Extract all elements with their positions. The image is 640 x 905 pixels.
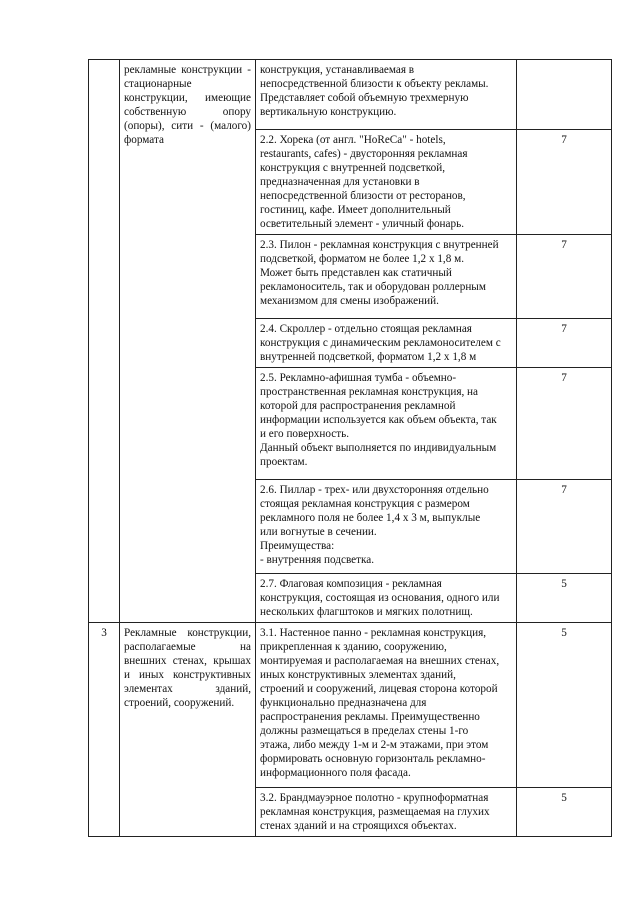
- score-cell: 7: [517, 368, 612, 480]
- description-line: предназначенная для установки в: [260, 176, 420, 188]
- description-line: проектам.: [260, 456, 308, 468]
- score-cell: 7: [517, 130, 612, 235]
- description-line: вертикальную конструкцию.: [260, 106, 397, 118]
- description-cell: [256, 235, 517, 319]
- description-line: информационного поля фасада.: [260, 767, 411, 779]
- description-line: 2.2. Хорека (от англ. "HoReCa" - hotels,: [260, 134, 446, 146]
- score-cell: 5: [517, 574, 612, 623]
- description-line: Преимущества:: [260, 540, 335, 552]
- description-line: конструкция, устанавливаемая в: [260, 64, 415, 76]
- description-line: и его поверхность.: [260, 428, 350, 440]
- description-line: непосредственной близости от ресторанов,: [260, 190, 466, 202]
- description-line: нескольких флагштоков и мягких полотнищ.: [260, 606, 473, 618]
- description-line: рекламная конструкция, размещаемая на глухих: [260, 806, 490, 818]
- structure-type-cell: Рекламные конструкции, располагаемые на внешних стенах, крышах и иных конструктивных элементах зданий, строений, сооружений.: [120, 623, 256, 837]
- description-cell: [256, 788, 517, 837]
- description-cell: [256, 368, 517, 480]
- description-line: подсветкой, форматом не более 1,2 х 1,8 м.: [260, 253, 465, 265]
- row-number-cell: 3: [89, 623, 120, 837]
- description-line: распространения рекламы. Преимущественно: [260, 711, 480, 723]
- description-cell: [256, 623, 517, 788]
- description-line: конструкция с динамическим рекламоносителем с: [260, 337, 501, 349]
- description-line: рекламного поля не более 1,4 х 3 м, выпуклые: [260, 512, 481, 524]
- description-line: которой для распространения рекламной: [260, 400, 456, 412]
- description-line: - внутренняя подсветка.: [260, 554, 375, 566]
- description-line: 3.1. Настенное панно - рекламная конструкция,: [260, 627, 487, 639]
- description-line: должны размещаться в пределах стены 1-го: [260, 725, 469, 737]
- description-line: Данный объект выполняется по индивидуальным: [260, 442, 497, 454]
- row-number-cell: [89, 60, 120, 623]
- score-cell: 7: [517, 235, 612, 319]
- description-cell: [256, 319, 517, 368]
- description-cell: [256, 574, 517, 623]
- description-line: механизмом для смены изображений.: [260, 295, 439, 307]
- description-line: функционально предназначена для: [260, 697, 427, 709]
- description-line: 2.5. Рекламно-афишная тумба - объемно-: [260, 372, 457, 384]
- description-line: пространственная рекламная конструкция, на: [260, 386, 479, 398]
- description-line: стенах зданий и на строящихся объектах.: [260, 820, 457, 832]
- description-line: рекламоноситель, так и оборудован роллерным: [260, 281, 486, 293]
- description-line: прикрепленная к зданию, сооружению,: [260, 641, 447, 653]
- score-cell: 7: [517, 480, 612, 574]
- score-cell: 5: [517, 623, 612, 788]
- score-cell: 7: [517, 319, 612, 368]
- description-line: формировать основную горизонталь рекламно-: [260, 753, 486, 765]
- description-line: Представляет собой объемную трехмерную: [260, 92, 469, 104]
- description-line: Может быть представлен как статичный: [260, 267, 452, 279]
- description-line: 2.3. Пилон - рекламная конструкция с внутренней: [260, 239, 499, 251]
- description-line: внутренней подсветкой, форматом 1,2 х 1,8 м: [260, 351, 477, 363]
- score-cell: [517, 60, 612, 130]
- description-line: restaurants, cafes) - двусторонняя рекламная: [260, 148, 468, 160]
- score-cell: 5: [517, 788, 612, 837]
- description-line: гостиниц, кафе. Имеет дополнительный: [260, 204, 451, 216]
- description-line: или вогнутые в сечении.: [260, 526, 377, 538]
- description-cell: [256, 60, 517, 130]
- table-body: [89, 60, 612, 837]
- description-line: 2.6. Пиллар - трех- или двухсторонняя отдельно: [260, 484, 489, 496]
- description-cell: [256, 480, 517, 574]
- description-line: строений и сооружений, лицевая сторона которой: [260, 683, 498, 695]
- table-row: [89, 623, 612, 788]
- description-line: 2.4. Скроллер - отдельно стоящая рекламная: [260, 323, 472, 335]
- description-line: информации используется как объем объекта, так: [260, 414, 497, 426]
- description-cell: [256, 130, 517, 235]
- advertising-structures-table: [88, 59, 612, 837]
- description-line: иных конструктивных элементах зданий,: [260, 669, 456, 681]
- structure-type-cell: рекламные конструкции - стационарные конструкции, имеющие собственную опору (опоры), сити - (малого) формата: [120, 60, 256, 623]
- description-line: конструкция с внутренней подсветкой,: [260, 162, 445, 174]
- description-line: конструкция, состоящая из основания, одного или: [260, 592, 500, 604]
- description-line: стоящая рекламная конструкция с размером: [260, 498, 470, 510]
- description-line: непосредственной близости к объекту рекламы.: [260, 78, 489, 90]
- description-line: 3.2. Брандмауэрное полотно - крупноформатная: [260, 792, 489, 804]
- table-row: [89, 60, 612, 130]
- description-line: осветительный элемент - уличный фонарь.: [260, 218, 464, 230]
- description-line: этажа, либо между 1-м и 2-м этажами, при этом: [260, 739, 489, 751]
- description-line: монтируемая и располагаемая на внешних стенах,: [260, 655, 500, 667]
- description-line: 2.7. Флаговая композиция - рекламная: [260, 578, 442, 590]
